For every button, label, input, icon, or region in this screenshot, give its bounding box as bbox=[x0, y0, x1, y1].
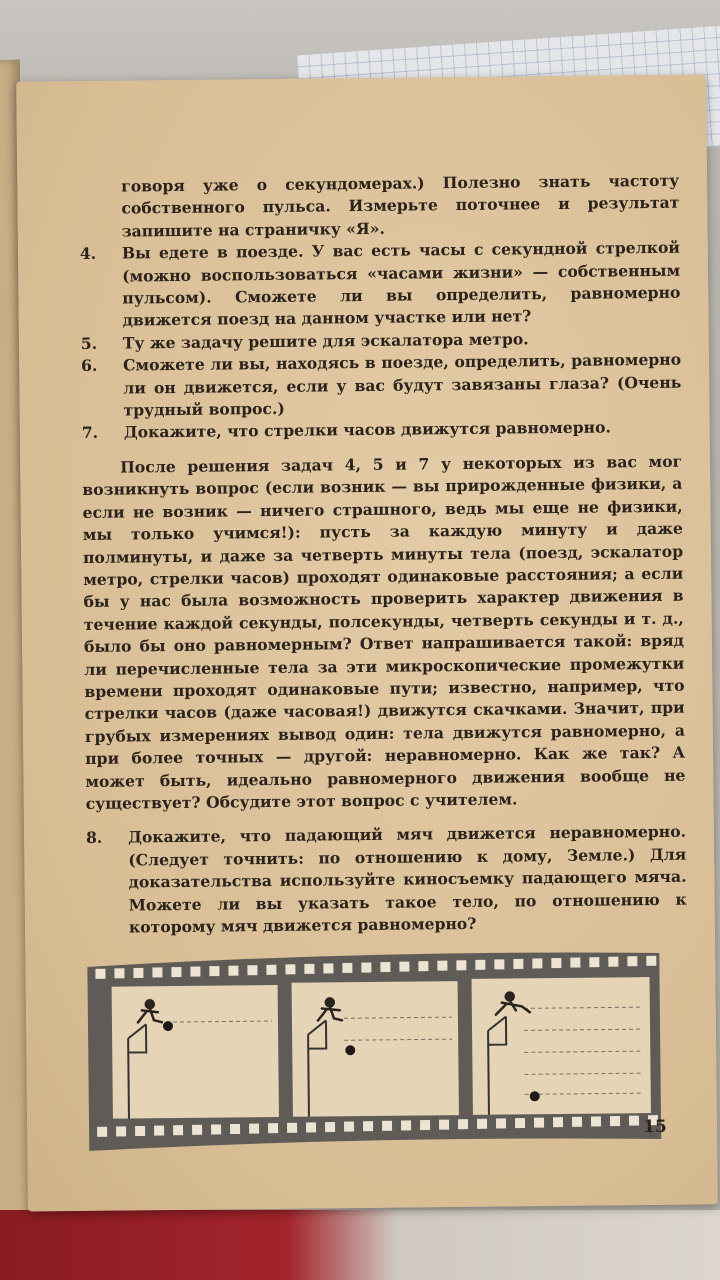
perforation-hole bbox=[646, 956, 656, 966]
perforation-hole bbox=[627, 956, 637, 966]
perforation-hole bbox=[513, 959, 523, 969]
perforation-hole bbox=[323, 963, 333, 973]
perforation-hole bbox=[325, 1122, 335, 1132]
film-strip-svg bbox=[81, 943, 667, 1155]
perforation-hole bbox=[211, 1124, 221, 1134]
perforation-hole bbox=[209, 966, 219, 976]
task-number: 5. bbox=[80, 333, 98, 353]
perforation-hole bbox=[173, 1125, 183, 1135]
perforation-hole bbox=[154, 1126, 164, 1136]
perforation-hole bbox=[439, 1120, 449, 1130]
perforation-hole bbox=[532, 958, 542, 968]
page-text bbox=[79, 170, 687, 940]
perforation-hole bbox=[116, 1126, 126, 1136]
task-text: Ту же задачу решите для эскалатора метро. bbox=[122, 329, 529, 353]
perforation-hole bbox=[629, 1116, 639, 1126]
perforation-hole bbox=[171, 967, 181, 977]
perforation-hole bbox=[380, 962, 390, 972]
perforation-hole bbox=[268, 1123, 278, 1133]
task-number: 7. bbox=[81, 423, 99, 443]
perforation-hole bbox=[249, 1124, 259, 1134]
task-text: Докажите, что стрелки часов движутся равномерно. bbox=[123, 417, 611, 443]
perforation-hole bbox=[95, 969, 105, 979]
book-page bbox=[16, 74, 718, 1211]
perforation-hole bbox=[266, 965, 276, 975]
perforation-hole bbox=[228, 966, 238, 976]
perforation-hole bbox=[570, 958, 580, 968]
perforation-hole bbox=[152, 967, 162, 977]
task-6 bbox=[81, 349, 682, 422]
perforation-hole bbox=[230, 1124, 240, 1134]
table-cloth bbox=[0, 1210, 720, 1280]
perforation-hole bbox=[344, 1122, 354, 1132]
perforation-hole bbox=[534, 1118, 544, 1128]
perforation-hole bbox=[494, 959, 504, 969]
perforation-hole bbox=[285, 964, 295, 974]
page-number: 15 bbox=[642, 1116, 667, 1138]
perforation-hole bbox=[515, 1118, 525, 1128]
task-text: Вы едете в поезде. У вас есть часы с секундной стрелкой (можно воспользоваться «часами жизни» — собственным пульсом). Сможете ли вы определить, равномерно движется поезд на данном участке или нет? bbox=[121, 237, 681, 330]
task-8 bbox=[86, 821, 687, 939]
perforation-hole bbox=[287, 1123, 297, 1133]
perforation-hole bbox=[399, 962, 409, 972]
film-strip-illustration bbox=[81, 943, 667, 1155]
perforation-hole bbox=[458, 1119, 468, 1129]
perforation-hole bbox=[591, 1116, 601, 1126]
perforation-hole bbox=[477, 1119, 487, 1129]
perforation-hole bbox=[304, 964, 314, 974]
task-number: 4. bbox=[79, 244, 97, 264]
perforation-hole bbox=[572, 1117, 582, 1127]
perforation-hole bbox=[342, 963, 352, 973]
perforation-hole bbox=[114, 968, 124, 978]
task-text: Сможете ли вы, находясь в поезде, определить, равномерно ли он движется, если у вас будут завязаны глаза? (Очень трудный вопрос.) bbox=[122, 349, 682, 420]
perforation-hole bbox=[97, 1127, 107, 1137]
perforation-hole bbox=[363, 1121, 373, 1131]
perforation-hole bbox=[437, 961, 447, 971]
perforation-hole bbox=[418, 961, 428, 971]
discussion-paragraph: После решения задач 4, 5 и 7 у некоторых из вас мог возникнуть вопрос (если возник — вы прирожденные физики, а если не возник — ничего страшного, ведь мы еще не физики, мы только учимся!): пусть за каждую минуту и даже полминуты, и даже за четверть минуты тела (поезд, эскалатор метро, стрелки часов) проходят одинаковые расстояния; а если бы у нас была возможность проверить характер движения в течение каждой секунды, полсекунды, четверть секунды и т. д., было бы оно равномерным? Ответ напрашивается такой: вряд ли перечисленные тела за эти микроскопические промежутки времени проходят одинаковые пути; известно, например, что стрелки часов (даже часовая!) движутся скачками. Значит, при грубых измерениях вывод один: тела движутся равномерно, а при более точных — другой: неравномерно. Как же так? А может быть, идеально равномерного движения вообще не существует? Обсудите этот вопрос с учителем. bbox=[82, 451, 686, 813]
perforation-hole bbox=[192, 1125, 202, 1135]
task-number: 6. bbox=[80, 356, 98, 376]
perforation-hole bbox=[553, 1117, 563, 1127]
perforation-hole bbox=[133, 968, 143, 978]
perforation-hole bbox=[420, 1120, 430, 1130]
task-4 bbox=[80, 237, 681, 333]
perforation-hole bbox=[401, 1120, 411, 1130]
task-number: 8. bbox=[85, 828, 103, 848]
intro-text: говоря уже о секундомерах.) Полезно знать частоту собственного пульса. Измерьте поточнее и результат запишите на страничку «Я». bbox=[121, 170, 680, 241]
perforation-hole bbox=[306, 1122, 316, 1132]
perforation-hole bbox=[247, 965, 257, 975]
perforation-hole bbox=[589, 957, 599, 967]
perforation-hole bbox=[456, 960, 466, 970]
perforation-hole bbox=[608, 957, 618, 967]
perforation-hole bbox=[475, 960, 485, 970]
perforation-hole bbox=[610, 1116, 620, 1126]
perforation-hole bbox=[361, 962, 371, 972]
perforation-hole bbox=[190, 967, 200, 977]
perforation-hole bbox=[382, 1121, 392, 1131]
task-text: Докажите, что падающий мяч движется неравномерно. (Следует точнить: по отношению к дому, Земле.) Для доказательства используйте киносъемку падающего мяча. Можете ли вы указать такое тело, по отношению к которому мяч движется равномерно? bbox=[127, 822, 687, 937]
perforation-hole bbox=[135, 1126, 145, 1136]
perforation-hole bbox=[551, 958, 561, 968]
perforation-hole bbox=[496, 1118, 506, 1128]
